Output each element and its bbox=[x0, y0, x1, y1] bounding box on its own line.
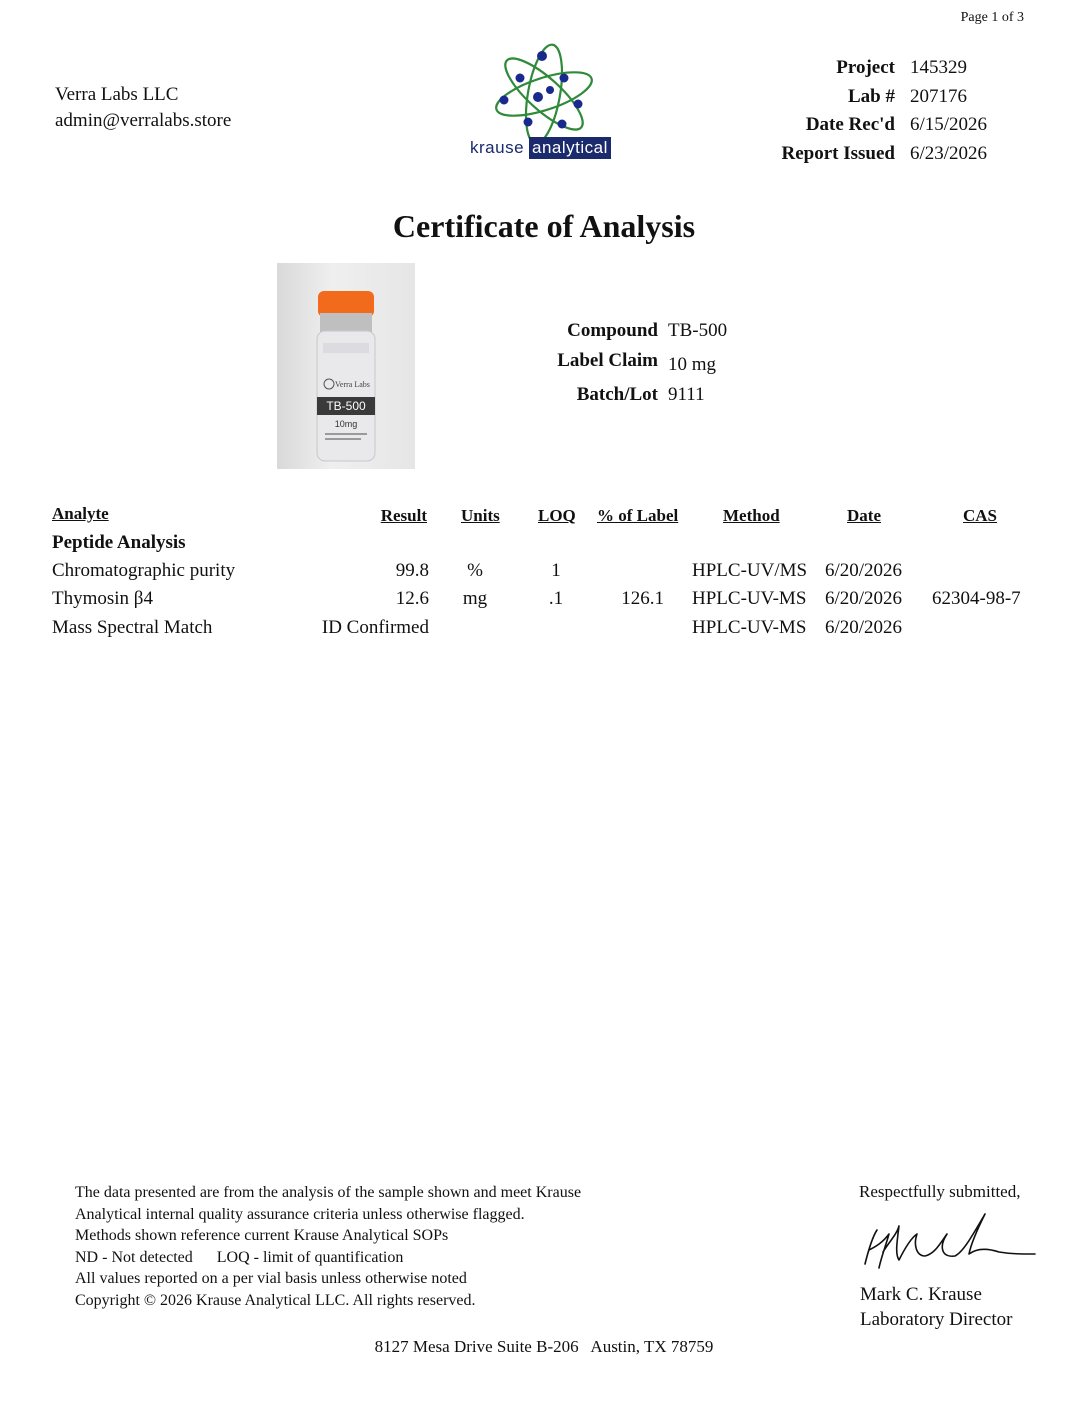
cell-loq: .1 bbox=[548, 588, 564, 609]
cell-method: HPLC-UV-MS bbox=[692, 588, 807, 609]
vial-brand: Verra Labs bbox=[335, 380, 370, 389]
handwritten-signature bbox=[859, 1208, 1039, 1274]
footnote-line: Analytical internal quality assurance criteria unless otherwise flagged. bbox=[75, 1205, 525, 1223]
lab-address: 8127 Mesa Drive Suite B-206 Austin, TX 78759 bbox=[374, 1337, 714, 1356]
header-loq: LOQ bbox=[538, 506, 576, 525]
sample-vial-photo bbox=[277, 263, 415, 469]
meta-key: Project bbox=[836, 57, 895, 79]
footnotes bbox=[75, 1182, 581, 1311]
meta-row bbox=[782, 54, 990, 83]
cell-date: 6/20/2026 bbox=[825, 588, 903, 609]
client-name: Verra Labs LLC bbox=[55, 84, 179, 105]
meta-key: Lab # bbox=[848, 85, 895, 107]
cell-pct-label: 126.1 bbox=[621, 588, 664, 609]
signature-closing: Respectfully submitted, bbox=[859, 1182, 1021, 1201]
cell-result: ID Confirmed bbox=[321, 617, 429, 638]
cell-date: 6/20/2026 bbox=[825, 560, 903, 581]
cell-method: HPLC-UV/MS bbox=[692, 560, 808, 581]
sample-key: Label Claim bbox=[557, 350, 658, 371]
meta-value: 207176 bbox=[910, 85, 967, 107]
krause-logo bbox=[466, 42, 622, 166]
logo-word-krause: krause bbox=[470, 138, 525, 157]
cell-loq: 1 bbox=[551, 560, 561, 581]
atom-icon bbox=[466, 42, 622, 140]
footnote-line: Methods shown reference current Krause Analytical SOPs bbox=[75, 1227, 449, 1244]
cell-method: HPLC-UV-MS bbox=[692, 617, 807, 638]
page-number: Page 1 of 3 bbox=[960, 10, 1024, 25]
sample-value: 10 mg bbox=[668, 354, 717, 375]
footnote-line: ND - Not detected LOQ - limit of quantification bbox=[75, 1248, 404, 1266]
cell-date: 6/20/2026 bbox=[825, 617, 903, 638]
sample-key: Batch/Lot bbox=[576, 384, 658, 405]
section-peptide-analysis: Peptide Analysis bbox=[52, 532, 186, 553]
header-method: Method bbox=[723, 506, 780, 525]
client-email: admin@verralabs.store bbox=[55, 110, 232, 131]
meta-key: Date Rec'd bbox=[805, 114, 895, 136]
header-cas: CAS bbox=[963, 506, 998, 525]
client-info bbox=[55, 82, 231, 134]
signatory-role: Laboratory Director bbox=[860, 1309, 1013, 1330]
vial-dose: 10mg bbox=[334, 419, 358, 429]
header-date: Date bbox=[847, 506, 881, 525]
meta-row bbox=[782, 111, 990, 140]
sample-value: TB-500 bbox=[668, 320, 728, 341]
cell-result: 12.6 bbox=[395, 588, 429, 609]
meta-value: 6/15/2026 bbox=[910, 114, 988, 136]
footnote-line: All values reported on a per vial basis unless otherwise noted bbox=[75, 1270, 467, 1287]
meta-row bbox=[782, 140, 990, 169]
signatory bbox=[860, 1282, 1012, 1332]
cell-units: % bbox=[467, 560, 483, 581]
cell-result: 99.8 bbox=[395, 560, 429, 581]
signatory-name: Mark C. Krause bbox=[860, 1284, 982, 1305]
document-title: Certificate of Analysis bbox=[392, 208, 696, 244]
vial-product: TB-500 bbox=[326, 399, 366, 413]
logo-word-analytical: analytical bbox=[529, 137, 611, 159]
header-analyte: Analyte bbox=[52, 504, 109, 523]
footnote-line: The data presented are from the analysis of the sample shown and meet Krause bbox=[75, 1184, 582, 1201]
sample-key: Compound bbox=[567, 320, 658, 341]
meta-row bbox=[782, 83, 990, 112]
header-result: Result bbox=[380, 506, 427, 525]
signature-block bbox=[859, 1182, 1039, 1279]
header-units: Units bbox=[461, 506, 500, 525]
meta-value: 6/23/2026 bbox=[910, 142, 988, 164]
footnote-line: Copyright © 2026 Krause Analytical LLC. All rights reserved. bbox=[75, 1291, 476, 1309]
cell-cas: 62304-98-7 bbox=[932, 588, 1021, 609]
report-meta bbox=[782, 54, 990, 168]
meta-key: Report Issued bbox=[781, 142, 895, 164]
cell-analyte: Thymosin β4 bbox=[52, 588, 153, 609]
cell-analyte: Mass Spectral Match bbox=[52, 617, 213, 638]
cell-units: mg bbox=[462, 588, 488, 609]
sample-value: 9111 bbox=[668, 384, 705, 405]
header-pct-label: % of Label bbox=[597, 506, 679, 525]
cell-analyte: Chromatographic purity bbox=[52, 560, 236, 581]
meta-value: 145329 bbox=[910, 57, 967, 79]
